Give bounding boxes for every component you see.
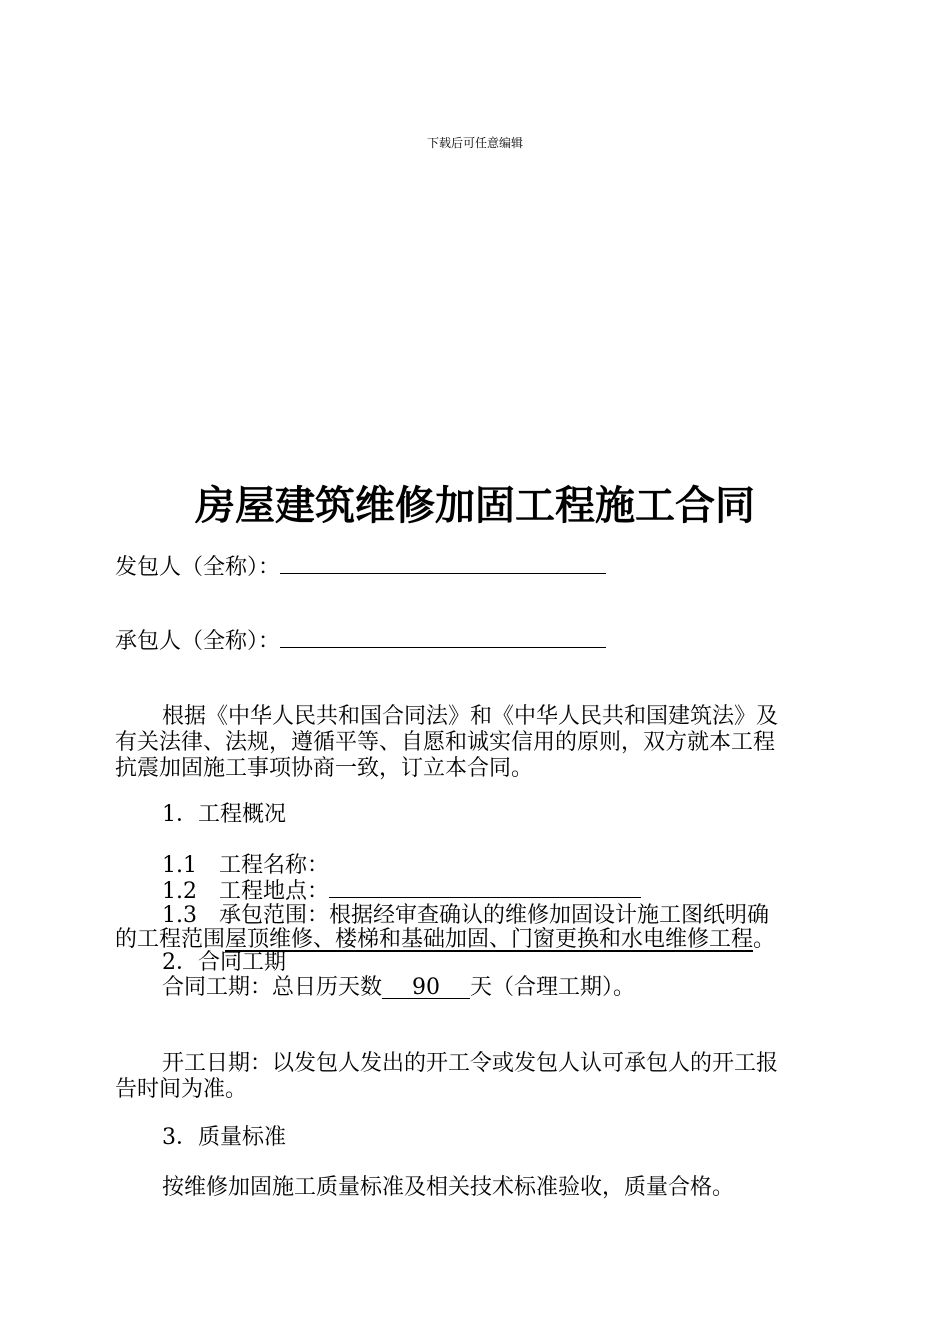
project-location-blank[interactable]: [329, 877, 641, 898]
preamble-line-3: 抗震加固施工事项协商一致，订立本合同。: [115, 756, 534, 781]
scope-of-work: 屋顶维修、楼梯和基础加固、门窗更换和水电维修工程: [225, 927, 754, 952]
employer-name-blank[interactable]: [280, 553, 606, 574]
duration-days-value[interactable]: 90: [382, 976, 470, 999]
section-2-heading: 2．合同工期: [162, 950, 286, 975]
item-1-1: 1.1 工程名称：: [162, 853, 329, 878]
employer-row: [115, 553, 606, 581]
employer-label: 发包人（全称）：: [115, 555, 281, 580]
item-1-3-line-1: 1.3 承包范围：根据经审查确认的维修加固设计施工图纸明确: [162, 903, 769, 928]
item-1-2: 1.2 工程地点：: [162, 879, 329, 904]
duration-prefix: 合同工期：总日历天数: [162, 975, 383, 1000]
item-1-2-row: [162, 877, 641, 905]
preamble-line-1: 根据《中华人民共和国合同法》和《中华人民共和国建筑法》及: [162, 704, 779, 729]
start-date-line-1: 开工日期：以发包人发出的开工令或发包人认可承包人的开工报: [162, 1051, 779, 1076]
preamble-line-2: 有关法律、法规，遵循平等、自愿和诚实信用的原则，双方就本工程: [115, 730, 776, 755]
contractor-row: [115, 627, 606, 655]
section-3-heading: 3．质量标准: [162, 1125, 286, 1150]
page-header: 下载后可任意编辑: [426, 136, 523, 150]
quality-standard-text: 按维修加固施工质量标准及相关技术标准验收，质量合格。: [162, 1175, 735, 1200]
start-date-line-2: 告时间为准。: [115, 1077, 248, 1102]
duration-suffix: 天（合理工期）。: [470, 975, 636, 1000]
scope-suffix: 。: [753, 927, 776, 952]
document-title: 房屋建筑维修加固工程施工合同: [195, 482, 755, 529]
duration-row: [162, 975, 635, 1001]
scope-prefix: 的工程范围: [115, 927, 226, 952]
contractor-label: 承包人（全称）：: [115, 629, 281, 654]
section-1-heading: 1．工程概况: [162, 802, 286, 827]
contractor-name-blank[interactable]: [280, 627, 606, 648]
